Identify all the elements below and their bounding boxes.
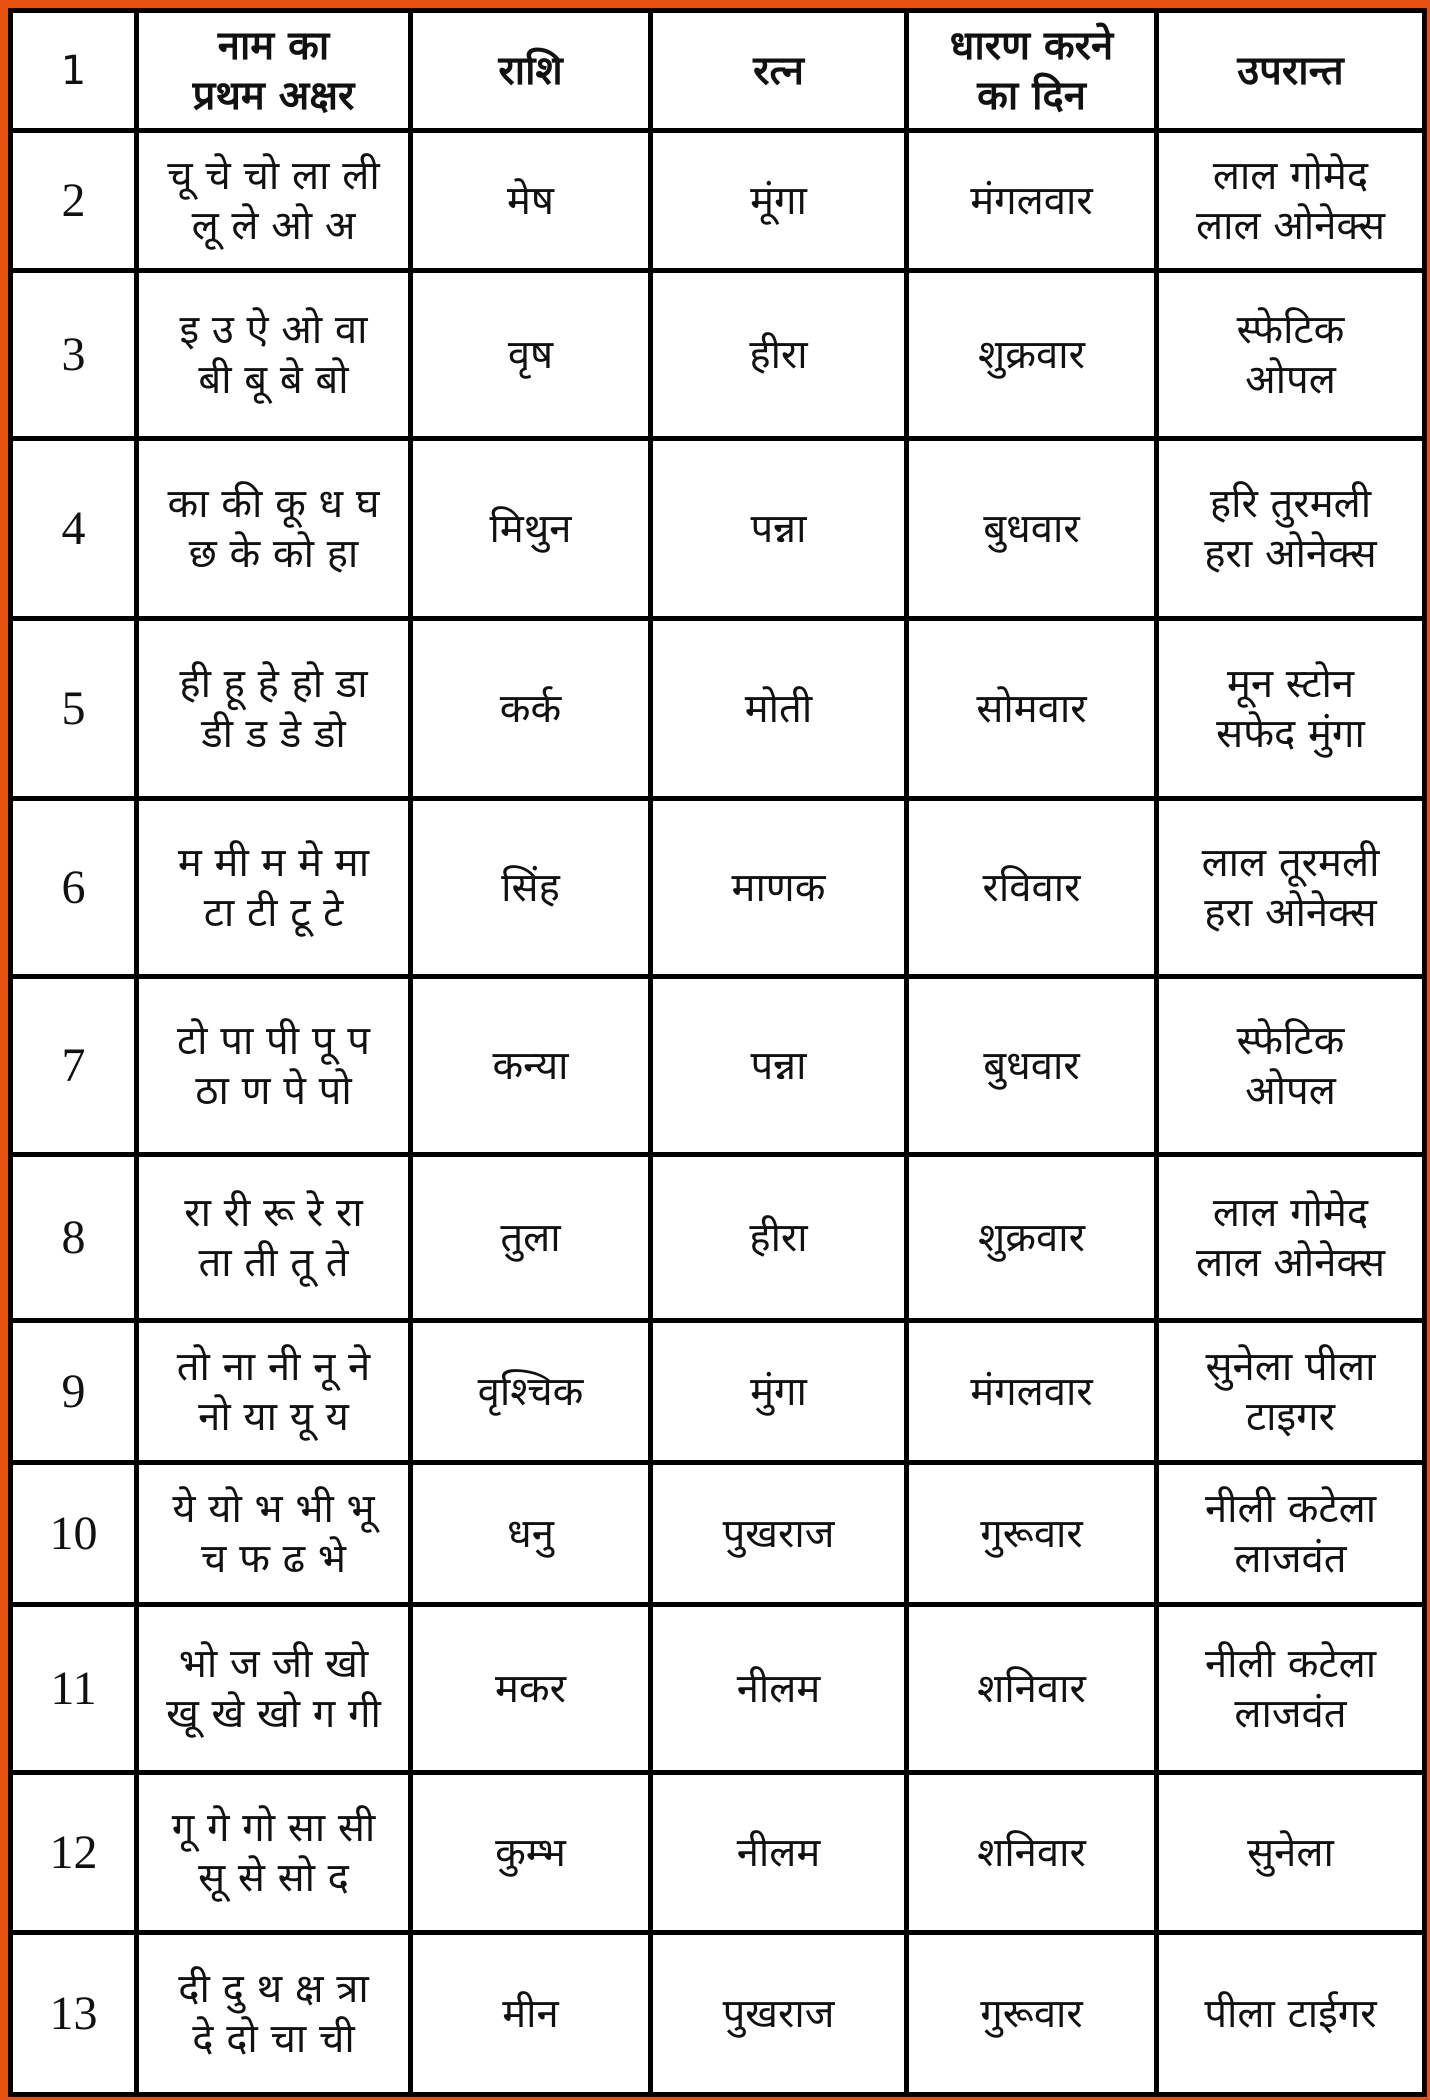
header-day bbox=[907, 11, 1157, 131]
ratna-cell: मोती bbox=[651, 619, 907, 799]
header-number: 1 bbox=[11, 11, 137, 131]
alternative-line: सफेद मुंगा bbox=[1216, 710, 1365, 757]
name-letters-cell bbox=[137, 1155, 411, 1321]
ratna-cell: मुंगा bbox=[651, 1321, 907, 1463]
alternative-cell bbox=[1157, 1155, 1425, 1321]
row-number: 7 bbox=[11, 977, 137, 1155]
alternative-line: हरा ओनेक्स bbox=[1204, 530, 1377, 577]
ratna-cell: नीलम bbox=[651, 1605, 907, 1773]
day-cell: बुधवार bbox=[907, 439, 1157, 619]
name-letters-line: डी ड डे डो bbox=[201, 710, 346, 757]
rashi-cell: तुला bbox=[411, 1155, 651, 1321]
row-number: 4 bbox=[11, 439, 137, 619]
name-letters-cell bbox=[137, 1605, 411, 1773]
name-letters-line: रा री रू रे रा bbox=[184, 1189, 363, 1236]
alternative-line: लाल गोमेद bbox=[1212, 152, 1369, 199]
alternative-cell bbox=[1157, 1321, 1425, 1463]
table-row bbox=[11, 799, 1425, 977]
rashi-cell: कर्क bbox=[411, 619, 651, 799]
name-letters-cell bbox=[137, 1933, 411, 2095]
alternative-line: हरा ओनेक्स bbox=[1204, 889, 1377, 936]
row-number: 8 bbox=[11, 1155, 137, 1321]
row-number: 2 bbox=[11, 131, 137, 271]
rashi-cell: कुम्भ bbox=[411, 1773, 651, 1933]
name-letters-cell bbox=[137, 131, 411, 271]
table-row bbox=[11, 1773, 1425, 1933]
name-letters-line: नो या यू य bbox=[198, 1393, 349, 1440]
day-cell: गुरूवार bbox=[907, 1933, 1157, 2095]
table-row bbox=[11, 271, 1425, 439]
table-row bbox=[11, 1463, 1425, 1605]
day-cell: बुधवार bbox=[907, 977, 1157, 1155]
day-cell: शनिवार bbox=[907, 1605, 1157, 1773]
ratna-cell: हीरा bbox=[651, 1155, 907, 1321]
ratna-cell: हीरा bbox=[651, 271, 907, 439]
table-row bbox=[11, 619, 1425, 799]
day-cell: मंगलवार bbox=[907, 1321, 1157, 1463]
name-letters-line: ता ती तू ते bbox=[198, 1239, 349, 1286]
alternative-line: सुनेला पीला bbox=[1205, 1343, 1376, 1390]
rashi-cell: कन्या bbox=[411, 977, 651, 1155]
ratna-cell: नीलम bbox=[651, 1773, 907, 1933]
day-cell: सोमवार bbox=[907, 619, 1157, 799]
alternative-cell bbox=[1157, 1605, 1425, 1773]
alternative-line: लाल तूरमली bbox=[1201, 839, 1380, 886]
name-letters-line: ठा ण पे पो bbox=[195, 1067, 352, 1114]
rashi-cell: मिथुन bbox=[411, 439, 651, 619]
name-letters-line: भो ज जी खो bbox=[178, 1640, 369, 1687]
name-letters-line: का की कू ध घ bbox=[167, 480, 380, 527]
alternative-cell bbox=[1157, 799, 1425, 977]
ratna-cell: मूंगा bbox=[651, 131, 907, 271]
row-number: 10 bbox=[11, 1463, 137, 1605]
name-letters-cell bbox=[137, 799, 411, 977]
table-row bbox=[11, 439, 1425, 619]
header-row bbox=[11, 11, 1425, 131]
ratna-cell: पन्ना bbox=[651, 439, 907, 619]
table-row bbox=[11, 977, 1425, 1155]
name-letters-cell bbox=[137, 1321, 411, 1463]
alternative-line: नीली कटेला bbox=[1204, 1640, 1377, 1687]
alternative-line: टाइगर bbox=[1245, 1393, 1336, 1440]
alternative-cell bbox=[1157, 619, 1425, 799]
header-letters-line: नाम का bbox=[217, 22, 330, 69]
alternative-cell bbox=[1157, 977, 1425, 1155]
alternative-line: लाजवंत bbox=[1234, 1690, 1347, 1737]
alternative-line: सुनेला bbox=[1247, 1829, 1334, 1876]
name-letters-cell bbox=[137, 271, 411, 439]
name-letters-line: ही हू हे हो डा bbox=[179, 660, 368, 707]
alternative-cell bbox=[1157, 439, 1425, 619]
name-letters-line: म मी म मे मा bbox=[177, 839, 370, 886]
name-letters-line: ये यो भ भी भू bbox=[172, 1485, 375, 1532]
header-day-line: धारण करने bbox=[949, 22, 1114, 69]
name-letters-line: तो ना नी नू ने bbox=[176, 1343, 371, 1390]
name-letters-line: च फ ढ भे bbox=[200, 1535, 347, 1582]
alternative-cell bbox=[1157, 1773, 1425, 1933]
name-letters-cell bbox=[137, 619, 411, 799]
row-number: 5 bbox=[11, 619, 137, 799]
ratna-cell: पुखराज bbox=[651, 1933, 907, 2095]
name-letters-line: दी दु थ क्ष त्रा bbox=[178, 1965, 369, 2012]
name-letters-line: गू गे गो सा सी bbox=[171, 1804, 376, 1851]
table-row bbox=[11, 1933, 1425, 2095]
alternative-line: ओपल bbox=[1245, 1067, 1336, 1114]
header-name-letters bbox=[137, 11, 411, 131]
rashi-cell: मेष bbox=[411, 131, 651, 271]
name-letters-line: बी बू बे बो bbox=[198, 356, 349, 403]
name-letters-line: टो पा पी पू प bbox=[177, 1017, 370, 1064]
day-cell: गुरूवार bbox=[907, 1463, 1157, 1605]
header-alternative: उपरान्त bbox=[1157, 11, 1425, 131]
ratna-cell: माणक bbox=[651, 799, 907, 977]
alternative-line: लाल ओनेक्स bbox=[1195, 1239, 1386, 1286]
name-letters-line: छ के को हा bbox=[188, 530, 359, 577]
alternative-cell bbox=[1157, 1463, 1425, 1605]
rashi-cell: सिंह bbox=[411, 799, 651, 977]
name-letters-line: खू खे खो ग गी bbox=[166, 1690, 381, 1737]
day-cell: शुक्रवार bbox=[907, 1155, 1157, 1321]
alternative-line: स्फेटिक bbox=[1236, 1017, 1345, 1064]
day-cell: शनिवार bbox=[907, 1773, 1157, 1933]
name-letters-line: चू चे चो ला ली bbox=[167, 152, 380, 199]
alternative-line: लाल गोमेद bbox=[1212, 1189, 1369, 1236]
ratna-cell: पन्ना bbox=[651, 977, 907, 1155]
rashi-cell: मकर bbox=[411, 1605, 651, 1773]
table-frame bbox=[8, 8, 1422, 2092]
rashi-cell: धनु bbox=[411, 1463, 651, 1605]
header-letters-line: प्रथम अक्षर bbox=[192, 72, 355, 119]
alternative-cell bbox=[1157, 1933, 1425, 2095]
row-number: 6 bbox=[11, 799, 137, 977]
table-row bbox=[11, 1155, 1425, 1321]
header-ratna: रत्न bbox=[651, 11, 907, 131]
name-letters-cell bbox=[137, 1463, 411, 1605]
table-row bbox=[11, 131, 1425, 271]
name-letters-line: लू ले ओ अ bbox=[191, 202, 356, 249]
rashi-cell: वृश्चिक bbox=[411, 1321, 651, 1463]
day-cell: मंगलवार bbox=[907, 131, 1157, 271]
row-number: 11 bbox=[11, 1605, 137, 1773]
alternative-line: हरि तुरमली bbox=[1209, 480, 1372, 527]
alternative-line: ओपल bbox=[1245, 356, 1336, 403]
header-day-line: का दिन bbox=[977, 72, 1086, 119]
name-letters-cell bbox=[137, 1773, 411, 1933]
name-letters-line: सू से सो द bbox=[198, 1854, 349, 1901]
rashi-cell: मीन bbox=[411, 1933, 651, 2095]
name-letters-cell bbox=[137, 977, 411, 1155]
header-rashi: राशि bbox=[411, 11, 651, 131]
alternative-line: मून स्टोन bbox=[1226, 660, 1355, 707]
row-number: 12 bbox=[11, 1773, 137, 1933]
alternative-line: लाल ओनेक्स bbox=[1195, 202, 1386, 249]
alternative-line: लाजवंत bbox=[1234, 1535, 1347, 1582]
name-letters-line: इ उ ऐ ओ वा bbox=[179, 306, 368, 353]
table-row bbox=[11, 1321, 1425, 1463]
rashi-cell: वृष bbox=[411, 271, 651, 439]
table-row bbox=[11, 1605, 1425, 1773]
name-letters-cell bbox=[137, 439, 411, 619]
row-number: 13 bbox=[11, 1933, 137, 2095]
name-letters-line: दे दो चा ची bbox=[192, 2015, 355, 2062]
ratna-cell: पुखराज bbox=[651, 1463, 907, 1605]
alternative-line: पीला टाईगर bbox=[1204, 1990, 1377, 2037]
rashi-ratna-table bbox=[8, 8, 1427, 2097]
row-number: 9 bbox=[11, 1321, 137, 1463]
alternative-cell bbox=[1157, 131, 1425, 271]
alternative-line: नीली कटेला bbox=[1204, 1485, 1377, 1532]
name-letters-line: टा टी टू टे bbox=[203, 889, 344, 936]
day-cell: रविवार bbox=[907, 799, 1157, 977]
row-number: 3 bbox=[11, 271, 137, 439]
alternative-cell bbox=[1157, 271, 1425, 439]
day-cell: शुक्रवार bbox=[907, 271, 1157, 439]
alternative-line: स्फेटिक bbox=[1236, 306, 1345, 353]
